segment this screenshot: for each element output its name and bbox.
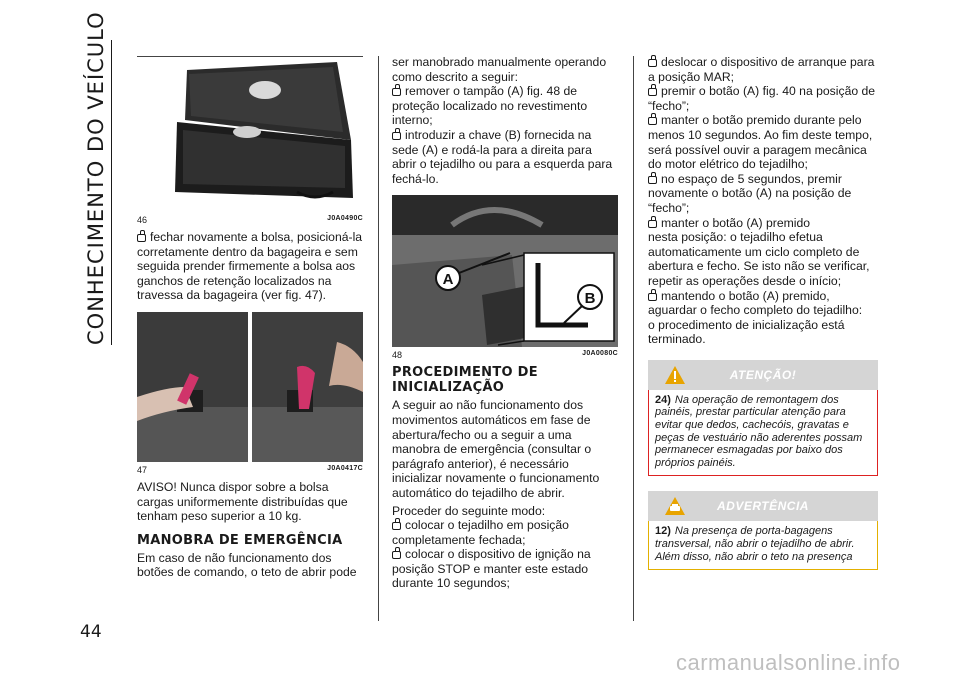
watermark: carmanualsonline.info — [676, 650, 901, 675]
warning-title: ADVERTÊNCIA — [717, 499, 809, 514]
warning-header — [648, 491, 878, 521]
page-number: 44 — [80, 622, 102, 642]
column-2 — [392, 55, 618, 591]
column-divider — [633, 56, 634, 621]
bullet-icon — [392, 88, 401, 96]
chapter-rule — [111, 40, 112, 345]
bullet-icon — [648, 293, 657, 301]
bullet-icon — [648, 220, 657, 228]
attention-body — [648, 390, 878, 477]
bullet-ignition-stop: colocar o dispositivo de ignição na posição STOP e manter este estado durante 10 segundos; — [392, 547, 591, 591]
bullet-insert-key: introduzir a chave (B) fornecida na sede (A) e rodá-la para a direita para abrir o tejadilho ou para a esquerda para fechá-lo. — [392, 127, 613, 186]
paragraph-continued: ser manobrado manualmente operando como descrito a seguir: — [392, 55, 607, 84]
paragraph-manobra: Em caso de não funcionamento dos botões de comando, o teto de abrir pode — [137, 550, 357, 580]
attention-header — [648, 360, 878, 390]
bullet-mar: deslocar o dispositivo de arranque para a posição MAR; — [648, 55, 875, 84]
bullet-close-roof: colocar o tejadilho em posição completamente fechada; — [392, 518, 569, 547]
warning-text: Na presença de porta-bagagens transversal, não abrir o tejadilho de abrir. Além disso, não abrir o teto na presença — [655, 525, 855, 563]
paragraph-wait: aguardar o fecho completo do tejadilho: — [648, 303, 863, 318]
figure-48-label-b: B — [584, 290, 596, 308]
paragraph-cycle: nesta posição: o tejadilho efetua automaticamente um ciclo completo de abertura e fecho. Se isto não se verificar, repetir as operações desde o início; — [648, 230, 870, 288]
heading-manobra-emergencia: MANOBRA DE EMERGÊNCIA — [137, 532, 343, 548]
bullet-icon — [648, 59, 657, 67]
bullet-icon — [392, 132, 401, 140]
warning-body — [648, 521, 878, 570]
bullet-icon — [137, 234, 146, 242]
figure-46-caption — [137, 215, 363, 225]
bullet-icon — [392, 522, 401, 530]
bullet-icon — [648, 88, 657, 96]
bullet-keep-pressed: manter o botão (A) premido — [648, 216, 878, 231]
figure-48-label-a: A — [442, 271, 454, 289]
figure-46-number: 46 — [137, 215, 148, 225]
paragraph-finished: o procedimento de inicialização está terminado. — [648, 317, 845, 347]
figure-48-code: J0A0080C — [582, 350, 618, 358]
bullet-icon — [648, 176, 657, 184]
column-3 — [648, 55, 878, 570]
warning-triangle-icon — [664, 365, 686, 385]
bullet-press-button: premir o botão (A) fig. 40 na posição de “fecho”; — [648, 84, 876, 113]
column-1 — [137, 56, 363, 580]
bullet-icon — [392, 551, 401, 559]
column-divider — [378, 56, 379, 621]
attention-title: ATENÇÃO! — [729, 367, 797, 382]
figure-47-number: 47 — [137, 464, 148, 475]
attention-text: Na operação de remontagem dos painéis, prestar particular atenção para evitar que dedos, cachecóis, gravatas e peças de vestuário não aderentes possam permanecer esmagadas por baixo dos próprios painéis. — [655, 393, 863, 469]
figure-48-caption — [392, 350, 618, 360]
bullet-keeping-pressed: mantendo o botão (A) premido, — [648, 289, 878, 304]
figure-47-hooks — [137, 312, 363, 462]
figure-48-roof-key — [392, 195, 618, 347]
heading-procedimento: PROCEDIMENTO DE INICIALIZAÇÃO — [392, 365, 538, 396]
aviso-paragraph: AVISO! Nunca dispor sobre a bolsa cargas uniformemente distribuídas que tenham peso superior a 10 kg. — [137, 479, 348, 524]
car-warning-icon — [664, 496, 686, 516]
attention-number: 24) — [655, 393, 671, 406]
paragraph-procedimento: A seguir ao não funcionamento dos movimentos automáticos em fase de abertura/fecho ou a seguir a uma manobra de emergência (consultar o parágrafo anterior), é necessário inicializar novamente o funcionamento automático do tejadilho de abrir. — [392, 398, 600, 500]
bullet-press-again: no espaço de 5 segundos, premir novamente o botão (A) na posição de “fecho”; — [648, 171, 852, 215]
figure-46-code: J0A0490C — [327, 215, 363, 222]
figure-47-code: J0A0417C — [327, 464, 363, 472]
bullet-hold-button: manter o botão premido durante pelo menos 10 segundos. Ao fim deste tempo, será possível ouvir a paragem mecânica do motor elétrico do tejadilho; — [648, 113, 873, 172]
figure-46-luggage-bag — [137, 60, 363, 212]
bullet-icon — [648, 117, 657, 125]
bullet-close-bag: fechar novamente a bolsa, posicioná-la corretamente dentro da bagageira e sem seguida prender firmemente a bolsa aos ganchos de retenção localizados na travessa da bagageira (ver fig. 47). — [137, 230, 363, 303]
warning-number: 12) — [655, 525, 671, 538]
figure-47-caption — [137, 465, 363, 475]
bullet-remove-cap: remover o tampão (A) fig. 48 de proteção localizado no revestimento interno; — [392, 84, 588, 128]
figure-48-number: 48 — [392, 350, 403, 361]
paragraph-proceder: Proceder do seguinte modo: — [392, 503, 546, 518]
chapter-title: CONHECIMENTO DO VEÍCULO — [84, 11, 108, 345]
